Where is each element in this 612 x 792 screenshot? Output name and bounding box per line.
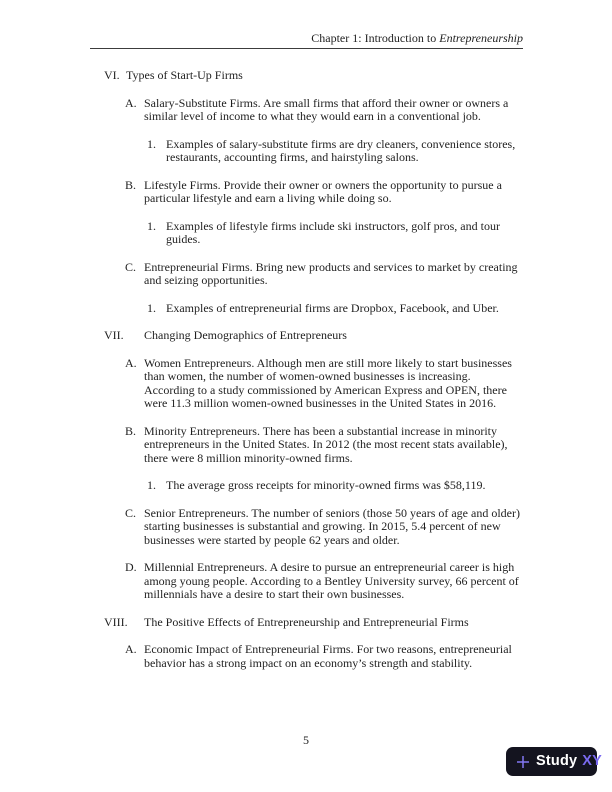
outline-text: Examples of lifestyle firms include ski instructors, golf pros, and tour guides. <box>166 218 500 246</box>
outline-label: C. <box>125 259 137 274</box>
outline-subitem-entrepreneurial-examples <box>147 302 522 316</box>
outline-label: A. <box>125 95 137 110</box>
outline-text: Types of Start-Up Firms <box>126 68 243 82</box>
outline-label: C. <box>125 505 137 520</box>
outline-section-vii <box>104 329 522 343</box>
outline-text: The average gross receipts for minority-owned firms was $58,119. <box>166 478 486 492</box>
page-number: 5 <box>303 733 309 747</box>
outline-content <box>90 69 522 684</box>
outline-text: Minority Entrepreneurs. There has been a substantial increase in minority entrepreneurs in the United States. In 2012 (the most recent stats available), there were 8 million minority-owned firms. <box>144 423 508 465</box>
brand-word-suffix: XY <box>582 752 603 769</box>
running-header <box>90 32 523 49</box>
plus-icon <box>515 754 531 770</box>
outline-label: A. <box>125 642 137 656</box>
outline-item-c-senior <box>125 507 522 548</box>
outline-text: Senior Entrepreneurs. The number of seniors (those 50 years of age and older) starting businesses is substantial and growing. In 2015, 5.4 percent of new businesses were started by people 62 years and older. <box>144 505 520 547</box>
outline-label: VI. <box>104 68 120 82</box>
outline-section-vi <box>104 69 522 83</box>
outline-text: Examples of salary-substitute firms are dry cleaners, convenience stores, restaurants, accounting firms, and hairstyling salons. <box>166 136 516 164</box>
outline-item-b-minority <box>125 425 522 466</box>
outline-label: B. <box>125 177 137 192</box>
outline-subitem-salary-examples <box>147 138 522 165</box>
outline-label: A. <box>125 355 137 370</box>
outline-text: Examples of entrepreneurial firms are Dropbox, Facebook, and Uber. <box>166 300 499 315</box>
header-chapter-text: Chapter 1: Introduction to <box>311 31 440 45</box>
outline-subitem-minority-receipts <box>147 479 522 493</box>
outline-item-a-salary-substitute <box>125 97 522 124</box>
brand-word-main: Study <box>536 752 578 769</box>
outline-text: Economic Impact of Entrepreneurial Firms. For two reasons, entrepreneurial behavior has a strong impact on an economy’s strength and stability. <box>144 642 512 670</box>
outline-item-a-economic-impact <box>125 643 522 670</box>
outline-text: Salary-Substitute Firms. Are small firms that afford their owner or owners a similar level of income to what they would earn in a conventional job. <box>144 95 509 123</box>
outline-item-c-entrepreneurial <box>125 261 522 288</box>
header-book-title: Entrepreneurship <box>439 31 523 45</box>
outline-text: Entrepreneurial Firms. Bring new products and services to market by creating and seizing opportunities. <box>144 259 518 287</box>
outline-item-a-women <box>125 357 522 411</box>
outline-label: 1. <box>147 136 156 151</box>
outline-label: D. <box>125 560 137 574</box>
outline-label: B. <box>125 423 137 438</box>
outline-text: Millennial Entrepreneurs. A desire to pursue an entrepreneurial career is high among young people. According to a Bentley University survey, 66 percent of millennials have a desire to start their own businesses. <box>144 560 519 601</box>
outline-label: 1. <box>147 300 156 315</box>
outline-item-d-millennial <box>125 561 522 602</box>
outline-label: 1. <box>147 218 156 233</box>
outline-text: Women Entrepreneurs. Although men are still more likely to start businesses than women, the number of women-owned businesses is increasing. According to a study commissioned by American Express and OPEN, there were 11.3 million women-owned businesses in the United States in 2016. <box>144 355 512 410</box>
outline-text: Lifestyle Firms. Provide their owner or owners the opportunity to pursue a particular lifestyle and earn a living while doing so. <box>144 177 502 205</box>
studyxy-logo <box>506 747 603 776</box>
outline-text: Changing Demographics of Entrepreneurs <box>144 328 347 342</box>
outline-label: VIII. <box>104 614 128 629</box>
outline-label: VII. <box>104 328 124 342</box>
outline-text: The Positive Effects of Entrepreneurship and Entrepreneurial Firms <box>144 614 469 629</box>
outline-item-b-lifestyle <box>125 179 522 206</box>
outline-label: 1. <box>147 478 156 492</box>
outline-section-viii <box>104 616 522 630</box>
outline-subitem-lifestyle-examples <box>147 220 522 247</box>
